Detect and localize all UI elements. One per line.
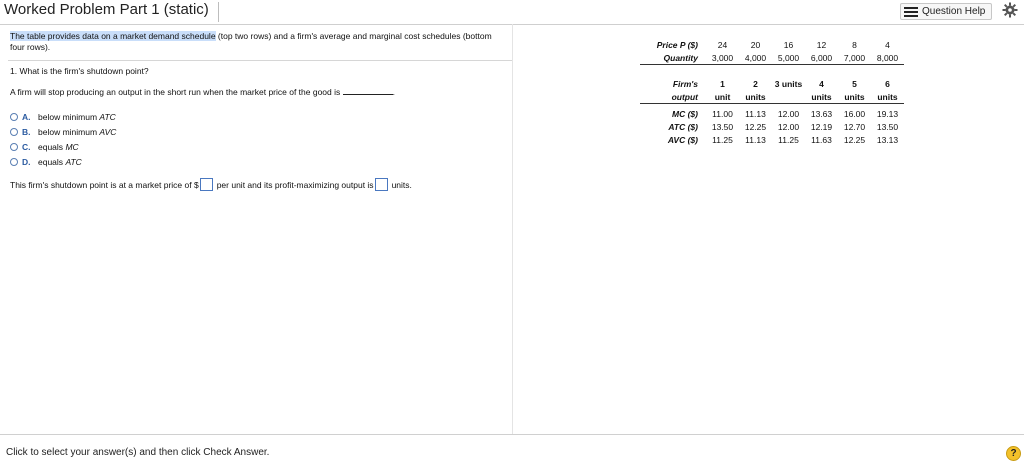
mc-cell: 19.13 [876,108,899,119]
option-term: AVC [99,126,117,137]
option-letter: C. [22,141,31,152]
output-top-cell: 5 [852,78,857,89]
footer-instruction: Click to select your answer(s) and then click Check Answer. [6,447,270,458]
option-c[interactable] [10,139,116,154]
price-label: Price P ($) [656,39,698,50]
avc-cell: 11.63 [811,134,832,145]
list-icon [904,7,918,17]
fill-text-1: This firm's shutdown point is at a market price of $ [10,179,199,190]
option-b[interactable] [10,124,116,139]
price-cell: 20 [750,39,761,50]
option-letter: B. [22,126,31,137]
price-cell: 4 [885,39,890,50]
atc-cell: 12.19 [810,121,833,132]
mc-cell: 13.63 [810,108,833,119]
output-top-cell: 2 [753,78,758,89]
price-cell: 8 [852,39,857,50]
atc-cell: 12.70 [843,121,866,132]
option-term: ATC [65,156,82,167]
output-top-cell: 6 [885,78,890,89]
atc-cell: 13.50 [876,121,899,132]
question-mark-icon[interactable]: ? [1006,446,1021,461]
mc-label: MC ($) [672,108,698,119]
output-bottom-cell [772,90,805,104]
page-title: Worked Problem Part 1 (static) [4,1,209,18]
title-divider [218,2,219,22]
question-number: 1. What is the firm's shutdown point? [10,66,149,76]
output-top-cell: 4 [819,78,824,89]
title-bar [0,0,1024,25]
output-bottom-cell: units [838,90,871,104]
avc-label: AVC ($) [667,134,698,145]
quantity-cell: 6,000 [805,51,838,65]
avc-cell: 11.25 [712,134,733,145]
atc-cell: 12.25 [744,121,767,132]
radio-icon[interactable] [10,128,18,136]
option-a[interactable] [10,109,116,124]
quantity-cell: 8,000 [871,51,904,65]
option-letter: A. [22,111,31,122]
stem-end: . [392,87,395,97]
option-text: below minimum [38,126,98,137]
avc-cell: 12.25 [843,134,866,145]
quantity-label: Quantity [640,51,706,65]
output-bottom-cell: unit [706,90,739,104]
mc-cell: 11.00 [712,108,733,119]
option-letter: D. [22,156,31,167]
fill-text-3: units. [391,179,412,190]
question-help-button[interactable] [900,3,992,20]
avc-cell: 13.13 [876,134,899,145]
option-text: equals [38,156,64,167]
atc-cell: 13.50 [711,121,734,132]
intro-text [10,31,505,53]
output-top-cell: 3 units [774,78,803,89]
intro-rest: (top two rows) and a firm's average and marginal cost schedules (bottom four rows). [10,31,492,52]
option-term: ATC [99,111,116,122]
option-term: MC [65,141,79,152]
question-help-label: Question Help [922,6,986,17]
mc-cell: 11.13 [745,108,766,119]
option-text: equals [38,141,64,152]
stem-text: A firm will stop producing an output in the short run when the market price of the good is [10,87,343,97]
price-cell: 16 [783,39,794,50]
output-label-2: output [640,90,706,104]
price-cell: 12 [816,39,827,50]
question-stem [10,86,395,97]
demand-table [640,38,904,65]
question-pane [0,24,512,434]
quantity-cell: 4,000 [739,51,772,65]
cost-table [640,77,904,146]
atc-cell: 12.00 [777,121,800,132]
output-bottom-cell: units [805,90,838,104]
atc-label: ATC ($) [668,121,698,132]
fill-in-sentence [10,178,412,191]
option-d[interactable] [10,154,116,169]
mc-cell: 12.00 [777,108,800,119]
fill-text-2: per unit and its profit-maximizing output is [216,179,374,190]
pane-divider [512,24,513,434]
output-bottom-cell: units [871,90,904,104]
option-text: below minimum [38,111,98,122]
separator [8,60,512,61]
data-tables [640,38,904,146]
radio-icon[interactable] [10,158,18,166]
price-cell: 24 [717,39,728,50]
quantity-cell: 5,000 [772,51,805,65]
mc-cell: 16.00 [843,108,866,119]
avc-cell: 11.25 [778,134,799,145]
output-bottom-cell: units [739,90,772,104]
radio-icon[interactable] [10,113,18,121]
answer-blank [343,86,393,95]
quantity-cell: 7,000 [838,51,871,65]
radio-icon[interactable] [10,143,18,151]
gear-icon[interactable] [1002,2,1018,18]
quantity-cell: 3,000 [706,51,739,65]
output-answer-box[interactable] [375,178,388,191]
intro-highlight: The table provides data on a market demand schedule [10,31,216,41]
footer-bar [0,434,1024,467]
avc-cell: 11.13 [745,134,766,145]
output-top-cell: 1 [720,78,725,89]
price-answer-box[interactable] [200,178,213,191]
answer-options [10,109,116,169]
output-label-1: Firm's [672,78,698,89]
